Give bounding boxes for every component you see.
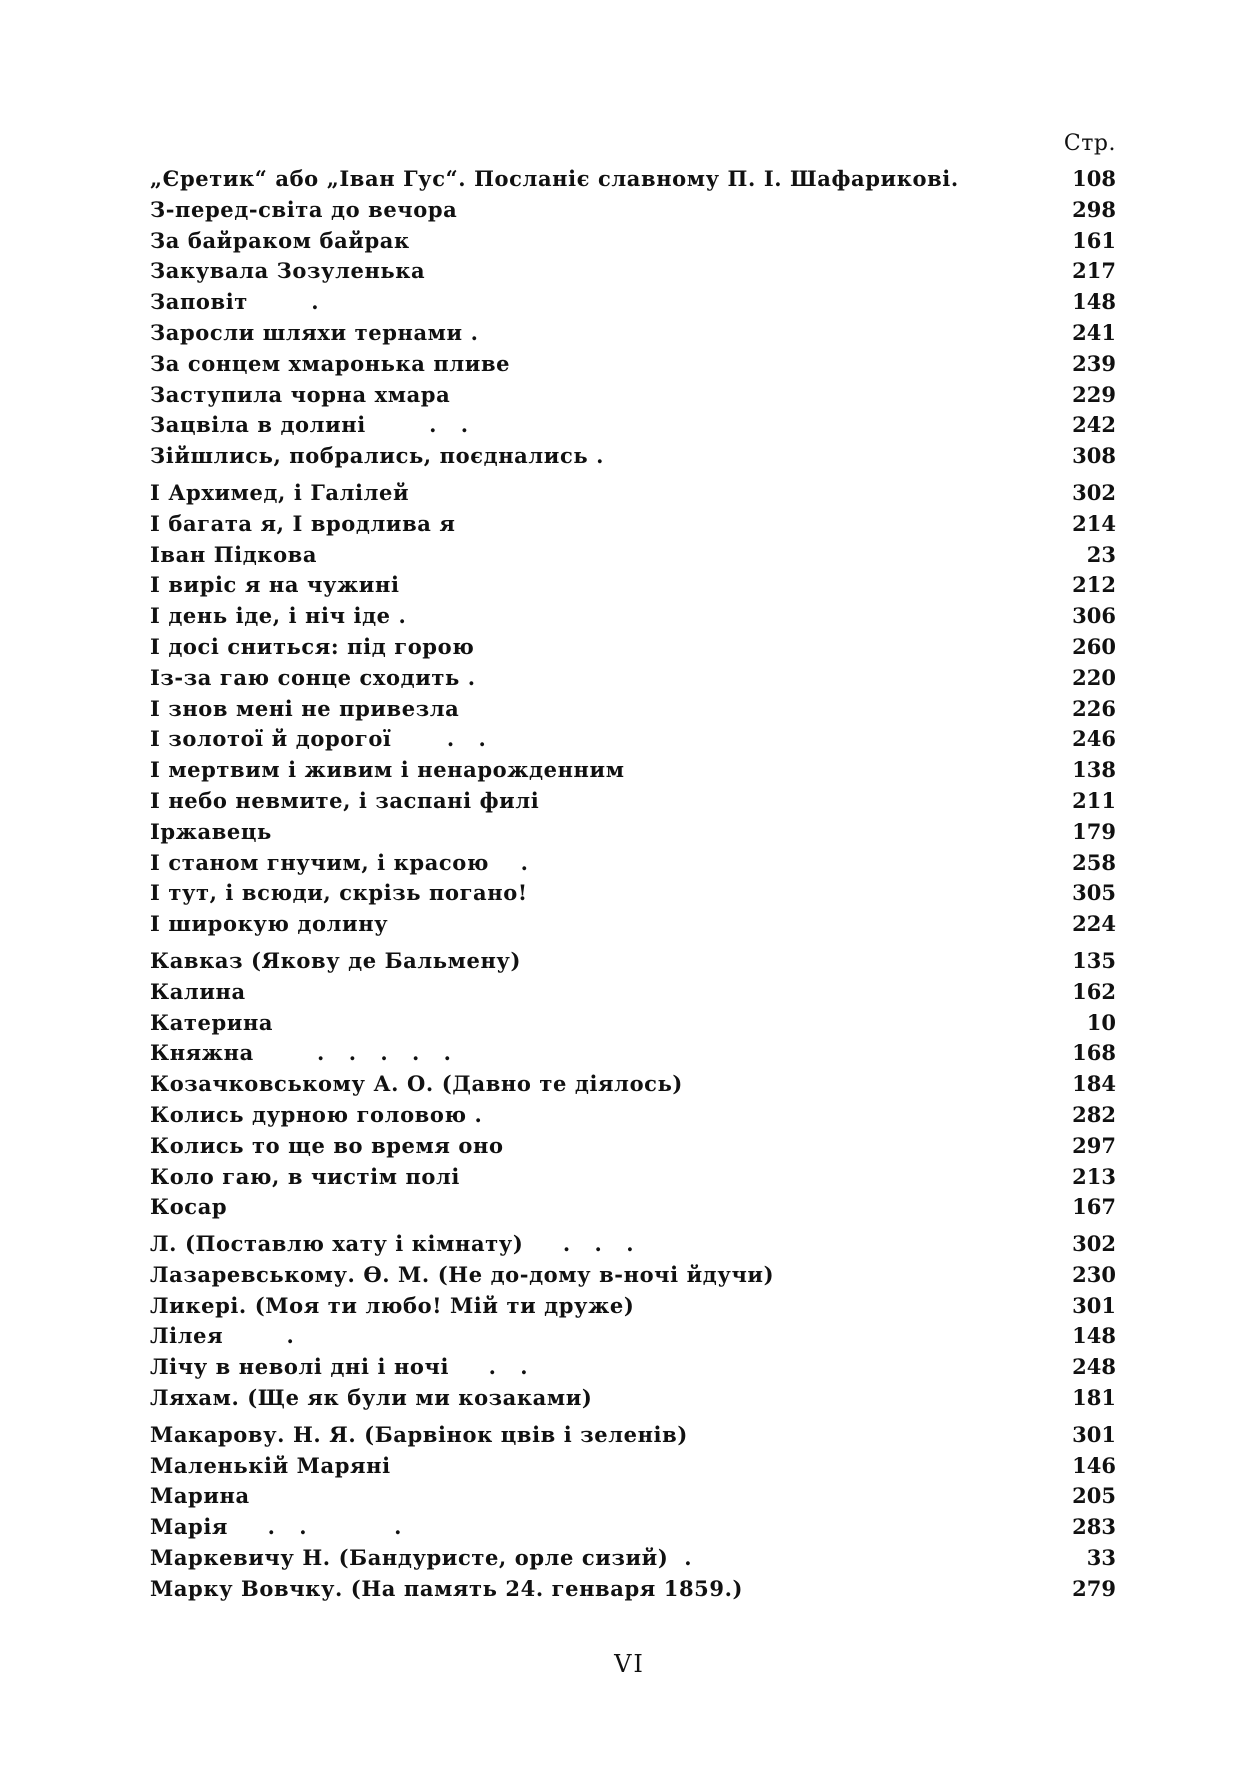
toc-entry (150, 382, 1116, 413)
toc-entry-title: І тут, і всюди, скрізь погано! (150, 880, 528, 906)
toc-entry-title: Марія . . . (150, 1514, 403, 1540)
toc-entry-page: 148 (1072, 289, 1116, 315)
toc-entry (150, 911, 1116, 942)
toc-entry-page: 239 (1072, 350, 1116, 376)
toc-entry-title: Ляхам. (Ще як були ми козаками) (150, 1385, 593, 1411)
toc-entry-page: 282 (1072, 1101, 1116, 1127)
toc-entry-title: І широкую долину (150, 911, 389, 937)
toc-entry-title: Іржавець (150, 818, 272, 844)
toc-entry-title: Іван Підкова (150, 541, 318, 567)
toc-entry-page: 138 (1072, 757, 1116, 783)
toc-entry-page: 298 (1072, 196, 1116, 222)
toc-entry-page: 212 (1072, 572, 1116, 598)
toc-entry (150, 1453, 1116, 1484)
toc-entry (150, 880, 1116, 911)
toc-entry-title: Калина (150, 978, 246, 1004)
toc-entry-page: 148 (1072, 1323, 1116, 1349)
toc-entry-title: І багата я, І вродлива я (150, 510, 456, 536)
toc-entry (150, 1483, 1116, 1514)
toc-entry (150, 1545, 1116, 1576)
toc-group (150, 166, 1116, 474)
toc-entry-page: 302 (1072, 479, 1116, 505)
toc-entry-title: І знов мені не привезла (150, 695, 460, 721)
toc-entry (150, 1422, 1116, 1453)
toc-entry-title: І Архимед, і Галілей (150, 479, 410, 505)
toc-entry-page: 248 (1072, 1354, 1116, 1380)
toc-entry-page: 301 (1072, 1421, 1116, 1447)
toc-entry-page: 258 (1072, 849, 1116, 875)
toc-entry-page: 279 (1072, 1575, 1116, 1601)
toc-entry-page: 226 (1072, 695, 1116, 721)
toc-entry (150, 948, 1116, 979)
toc-entry-title: Заросли шляхи тернами . (150, 319, 479, 345)
toc-entry-page: 213 (1072, 1163, 1116, 1189)
toc-entry-page: 167 (1072, 1194, 1116, 1220)
toc-entry-page: 184 (1072, 1071, 1116, 1097)
toc-entry (150, 1323, 1116, 1354)
toc-entry-title: Лілея . (150, 1323, 295, 1349)
toc-entry-title: Княжна . . . . . (150, 1040, 452, 1066)
toc-group (150, 948, 1116, 1225)
toc-entry-page: 108 (1072, 166, 1116, 191)
toc-entry (150, 1262, 1116, 1293)
toc-entry (150, 166, 1116, 197)
toc-entry (150, 320, 1116, 351)
toc-entry-page: 283 (1072, 1514, 1116, 1540)
toc-entry-page: 162 (1072, 978, 1116, 1004)
toc-entry-page: 211 (1072, 787, 1116, 813)
toc-entry-title: За сонцем хмаронька пливе (150, 350, 511, 376)
toc-entry-page: 220 (1072, 664, 1116, 690)
toc-entry-page: 146 (1072, 1452, 1116, 1478)
toc-entry-title: Лазаревському. Ө. М. (Не до-дому в-ночі йдучи) (150, 1261, 775, 1287)
toc-entry-title: З-перед-світа до вечора (150, 196, 458, 222)
toc-entry-page: 224 (1072, 911, 1116, 937)
toc-entry-page: 179 (1072, 818, 1116, 844)
toc-entry-page: 297 (1072, 1132, 1116, 1158)
toc-entry (150, 1231, 1116, 1262)
toc-entry-page: 301 (1072, 1292, 1116, 1318)
toc-entry-page: 305 (1072, 880, 1116, 906)
toc-entry (150, 443, 1116, 474)
toc-entry (150, 757, 1116, 788)
toc-entry-page: 246 (1072, 726, 1116, 752)
page-folio: VI (614, 1650, 645, 1678)
table-of-contents (150, 166, 1116, 1613)
toc-entry (150, 289, 1116, 320)
toc-entry-title: Закувала Зозуленька (150, 258, 426, 284)
toc-entry-title: Маркевичу Н. (Бандуристе, орле сизий) . (150, 1545, 693, 1571)
toc-group (150, 1231, 1116, 1416)
toc-entry (150, 603, 1116, 634)
toc-entry-page: 229 (1072, 381, 1116, 407)
toc-entry-title: За байраком байрак (150, 227, 410, 253)
page-column-header: Стр. (1063, 131, 1116, 156)
toc-entry-page: 308 (1072, 443, 1116, 469)
toc-entry-title: І день іде, і ніч іде . (150, 603, 407, 629)
toc-entry-title: І золотої й дорогої . . (150, 726, 487, 752)
toc-entry (150, 634, 1116, 665)
toc-entry (150, 572, 1116, 603)
toc-entry-page: 161 (1072, 227, 1116, 253)
toc-entry (150, 726, 1116, 757)
toc-entry (150, 1385, 1116, 1416)
toc-entry-title: І досі сниться: під горою (150, 633, 475, 659)
toc-entry (150, 228, 1116, 259)
toc-entry-page: 230 (1072, 1261, 1116, 1287)
toc-entry-title: Із-за гаю сонце сходить . (150, 664, 476, 690)
toc-entry (150, 979, 1116, 1010)
toc-entry (150, 258, 1116, 289)
toc-entry (150, 696, 1116, 727)
toc-entry-page: 242 (1072, 412, 1116, 438)
toc-entry-title: Зацвіла в долині . . (150, 412, 469, 438)
toc-entry (150, 819, 1116, 850)
toc-entry (150, 1071, 1116, 1102)
toc-entry-page: 241 (1072, 319, 1116, 345)
toc-entry-title: Зійшлись, побрались, поєднались . (150, 443, 605, 469)
toc-entry (150, 511, 1116, 542)
toc-entry-page: 168 (1072, 1040, 1116, 1066)
toc-entry-title: І станом гнучим, і красою . (150, 849, 529, 875)
toc-entry (150, 850, 1116, 881)
toc-entry-page: 302 (1072, 1231, 1116, 1257)
toc-entry-title: Макарову. Н. Я. (Барвінок цвів і зеленів) (150, 1421, 688, 1447)
toc-entry (150, 1293, 1116, 1324)
toc-entry-title: Коло гаю, в чистім полі (150, 1163, 461, 1189)
toc-entry (150, 1194, 1116, 1225)
toc-entry-page: 306 (1072, 603, 1116, 629)
toc-entry (150, 412, 1116, 443)
toc-entry-page: 260 (1072, 633, 1116, 659)
toc-entry (150, 1354, 1116, 1385)
toc-entry-title: Маленькій Маряні (150, 1452, 391, 1478)
toc-entry-title: Косар (150, 1194, 228, 1220)
toc-entry-title: І небо невмите, і заспані филі (150, 787, 540, 813)
toc-entry (150, 351, 1116, 382)
toc-entry-page: 217 (1072, 258, 1116, 284)
toc-group (150, 1422, 1116, 1607)
toc-entry-title: Ликері. (Моя ти любо! Мій ти друже) (150, 1292, 635, 1318)
toc-group (150, 480, 1116, 942)
toc-entry-page: 135 (1072, 947, 1116, 973)
toc-entry-title: І виріс я на чужині (150, 572, 400, 598)
toc-entry-title: Колись то ще во время оно (150, 1132, 504, 1158)
toc-entry-title: Катерина (150, 1009, 274, 1035)
toc-entry-page: 23 (1086, 541, 1116, 567)
toc-entry (150, 1040, 1116, 1071)
toc-entry-title: Заступила чорна хмара (150, 381, 451, 407)
toc-entry-title: Л. (Поставлю хату і кімнату) . . . (150, 1231, 635, 1257)
toc-entry-title: Лічу в неволі дні і ночі . . (150, 1354, 529, 1380)
toc-entry (150, 197, 1116, 228)
toc-entry (150, 1576, 1116, 1607)
toc-entry (150, 1010, 1116, 1041)
toc-entry-title: Колись дурною головою . (150, 1101, 483, 1127)
toc-entry (150, 1164, 1116, 1195)
toc-entry-page: 33 (1086, 1545, 1116, 1571)
toc-entry-title: Марина (150, 1483, 250, 1509)
toc-entry-title: І мертвим і живим і ненарожденним (150, 757, 625, 783)
toc-entry (150, 665, 1116, 696)
toc-entry (150, 788, 1116, 819)
toc-entry-title: Марку Вовчку. (На память 24. генваря 1859.) (150, 1575, 744, 1601)
toc-entry (150, 542, 1116, 573)
toc-entry (150, 1514, 1116, 1545)
toc-entry-title: Козачковському А. О. (Давно те діялось) (150, 1071, 683, 1097)
toc-entry-title: „Єретик“ або „Іван Гус“. Посланіє славному П. І. Шафарикові. (150, 166, 959, 191)
toc-entry-page: 205 (1072, 1483, 1116, 1509)
toc-entry-page: 181 (1072, 1385, 1116, 1411)
toc-entry (150, 1133, 1116, 1164)
toc-entry-title: Кавказ (Якову де Бальмену) (150, 947, 521, 973)
toc-entry (150, 1102, 1116, 1133)
toc-entry (150, 480, 1116, 511)
toc-entry-page: 10 (1086, 1009, 1116, 1035)
toc-entry-title: Заповіт . (150, 289, 320, 315)
toc-entry-page: 214 (1072, 510, 1116, 536)
